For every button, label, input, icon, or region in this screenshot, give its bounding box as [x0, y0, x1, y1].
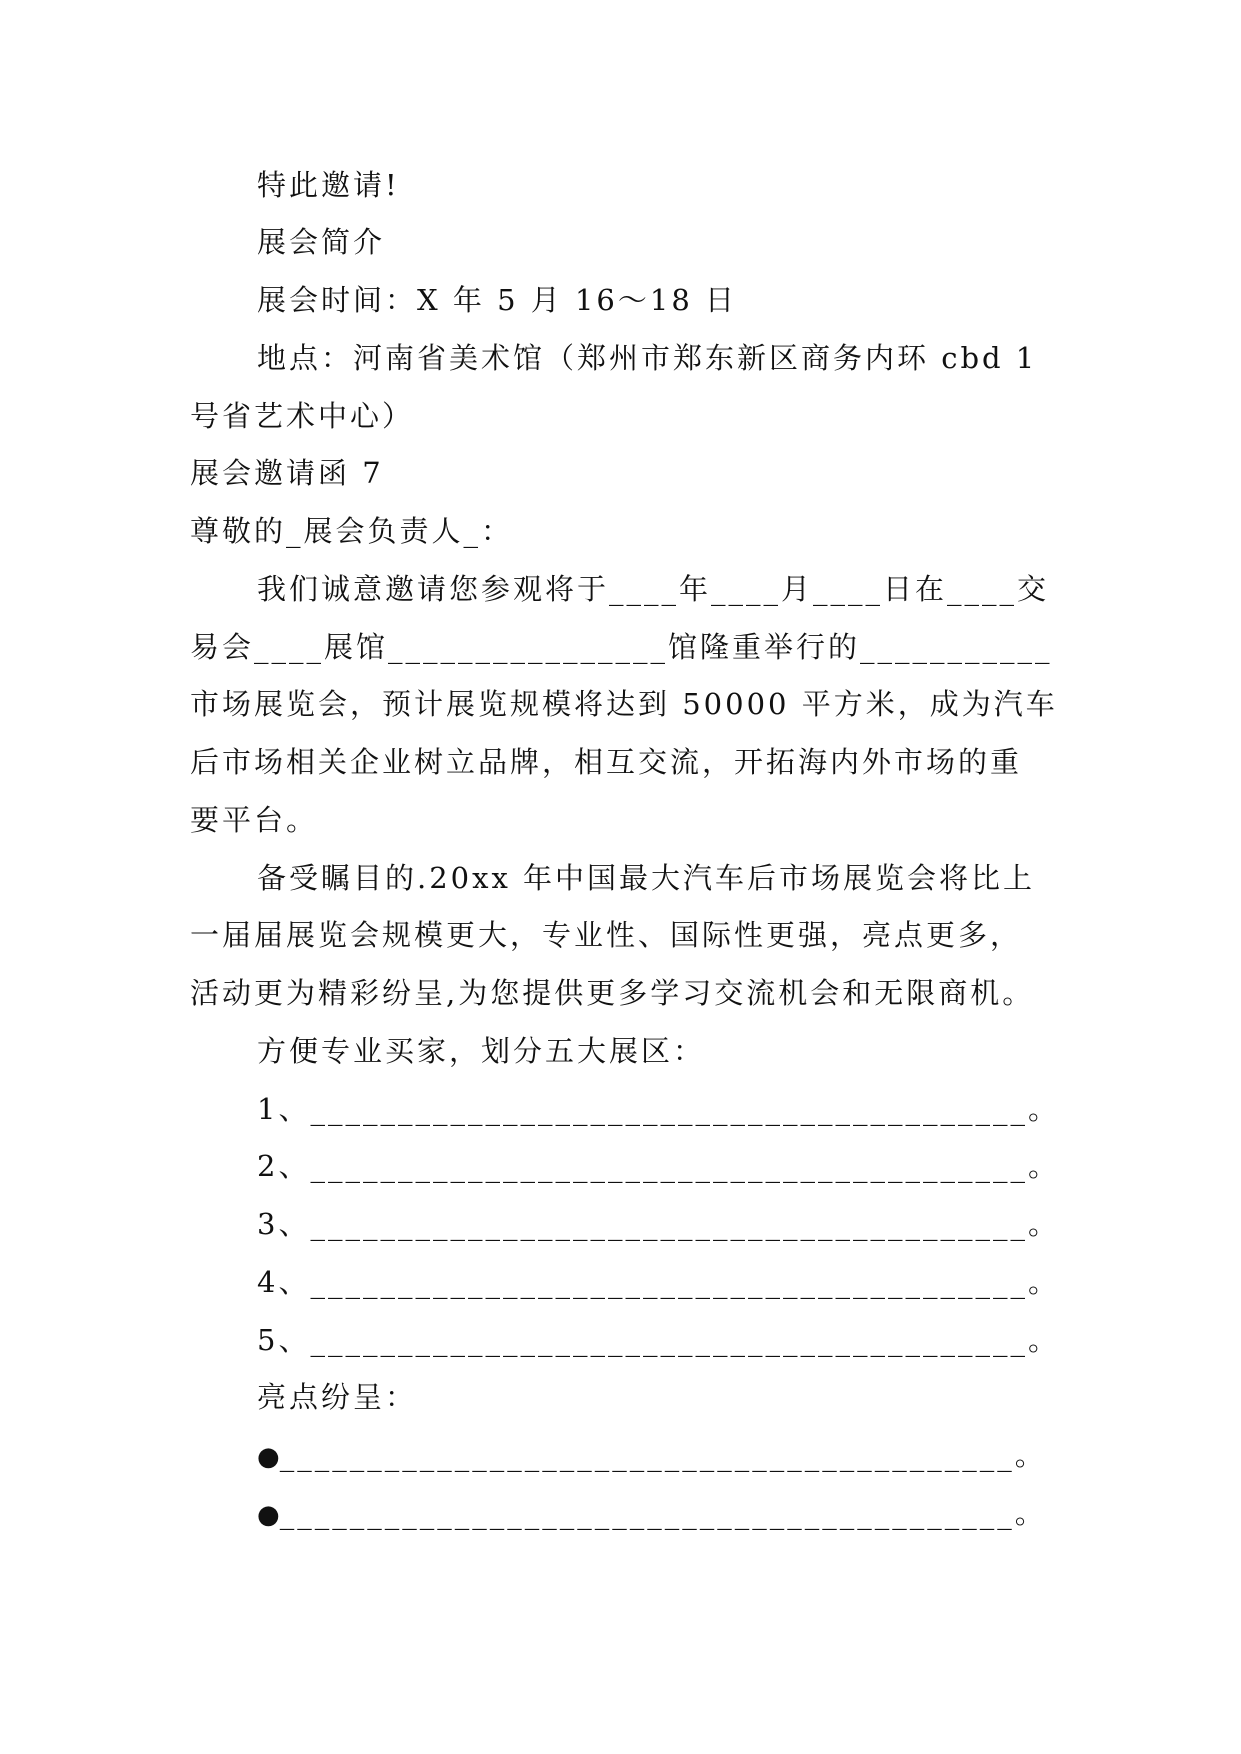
highlights-heading: 亮点纷呈： — [257, 1380, 418, 1414]
highlight-item — [257, 1435, 1047, 1477]
highlight-blank: __________________________________________。 — [279, 1496, 1047, 1530]
paragraph-line: 我们诚意邀请您参观将于____年____月____日在____交 — [257, 572, 1050, 606]
zone-item: 1、_________________________________________。 — [257, 1092, 1060, 1126]
bullet-icon: ● — [257, 1442, 280, 1472]
highlight-item — [257, 1493, 1047, 1535]
zone-item: 3、_________________________________________。 — [257, 1207, 1060, 1241]
bullet-icon: ● — [257, 1500, 280, 1530]
closing-line: 特此邀请! — [257, 168, 400, 202]
zones-intro: 方便专业买家，划分五大展区： — [257, 1034, 706, 1068]
paragraph-line: 一届届展览会规模更大，专业性、国际性更强，亮点更多， — [190, 918, 1023, 952]
paragraph-line: 要平台。 — [190, 803, 319, 837]
salutation: 尊敬的_展会负责人_： — [190, 514, 514, 548]
paragraph-line: 活动更为精彩纷呈,为您提供更多学习交流机会和无限商机。 — [190, 976, 1035, 1010]
paragraph-line: 后市场相关企业树立品牌，相互交流，开拓海内外市场的重 — [190, 745, 1023, 779]
letter-title: 展会邀请函 7 — [190, 456, 384, 490]
zone-item: 5、_________________________________________。 — [257, 1323, 1060, 1357]
expo-location-line-cont: 号省艺术中心） — [190, 399, 415, 433]
zone-item: 4、_________________________________________。 — [257, 1265, 1060, 1299]
zone-item: 2、_________________________________________。 — [257, 1149, 1060, 1183]
paragraph-line: 易会____展馆________________馆隆重举行的___________ — [190, 630, 1053, 664]
expo-time-line: 展会时间：X 年 5 月 16～18 日 — [257, 283, 737, 317]
highlight-blank: __________________________________________。 — [279, 1438, 1047, 1472]
section-heading-expo-intro: 展会简介 — [257, 225, 386, 259]
expo-location-line: 地点：河南省美术馆（郑州市郑东新区商务内环 cbd 1 — [257, 341, 1038, 375]
paragraph-line: 备受瞩目的.20xx 年中国最大汽车后市场展览会将比上 — [257, 861, 1036, 895]
paragraph-line: 市场展览会，预计展览规模将达到 50000 平方米，成为汽车 — [190, 687, 1058, 721]
